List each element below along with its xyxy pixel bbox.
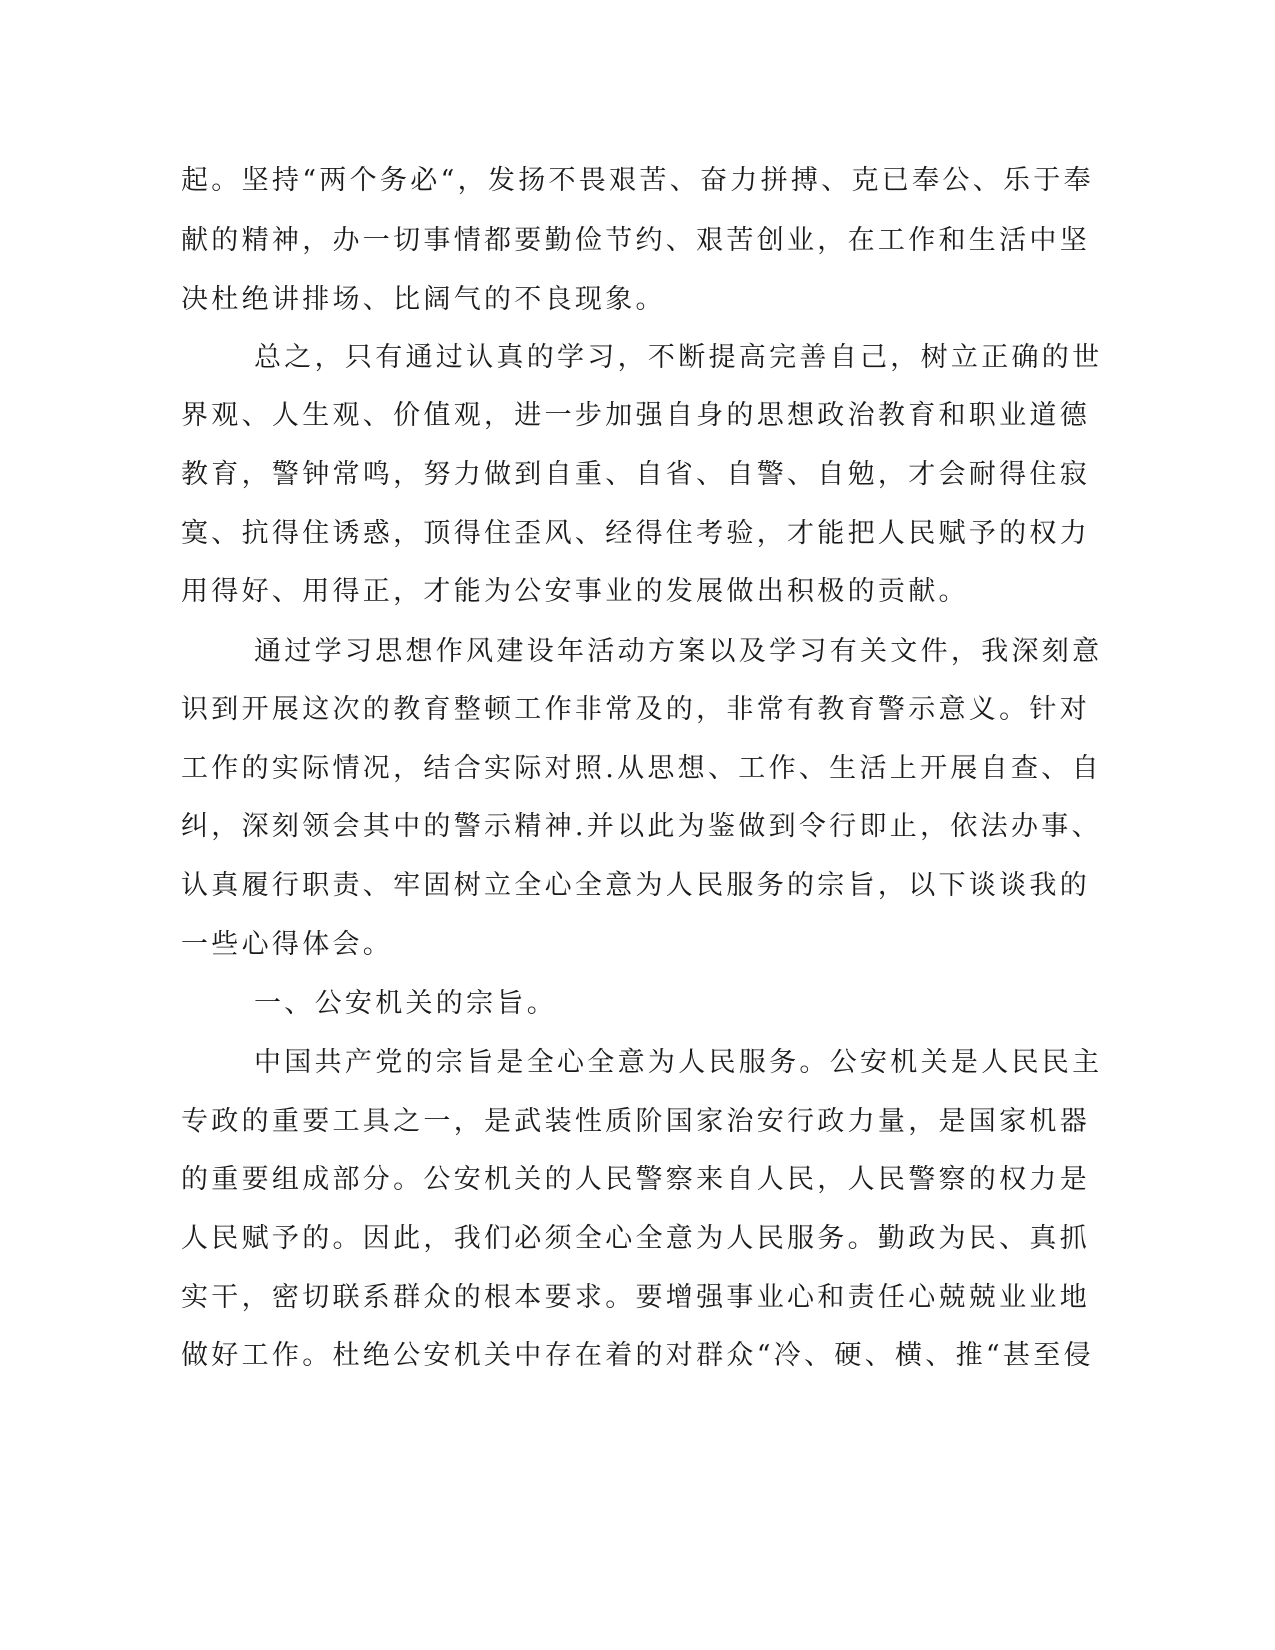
text-line: 的重要组成部分。公安机关的人民警察来自人民，人民警察的权力是 — [181, 1164, 1090, 1195]
text-line: 献的精神，办一切事情都要勤俭节约、艰苦创业，在工作和生活中坚 — [181, 225, 1090, 256]
text-line: 寞、抗得住诱惑，顶得住歪风、经得住考验，才能把人民赋予的权力 — [181, 518, 1090, 549]
text-line: 界观、人生观、价值观，进一步加强自身的思想政治教育和职业道德 — [181, 400, 1090, 431]
paragraph-first-line: 总之，只有通过认真的学习，不断提高完善自己，树立正确的世 — [254, 342, 1103, 373]
text-line: 认真履行职责、牢固树立全心全意为人民服务的宗旨，以下谈谈我的 — [181, 870, 1090, 901]
text-line: 教育，警钟常鸣，努力做到自重、自省、自警、自勉，才会耐得住寂 — [181, 459, 1090, 490]
text-line: 纠，深刻领会其中的警示精神.并以此为鉴做到令行即止，依法办事、 — [181, 811, 1102, 842]
text-line: 一些心得体会。 — [181, 929, 394, 960]
text-line: 工作的实际情况，结合实际对照.从思想、工作、生活上开展自查、自 — [181, 753, 1102, 784]
text-line: 专政的重要工具之一，是武装性质阶国家治安行政力量，是国家机器 — [181, 1106, 1090, 1137]
paragraph-first-line: 中国共产党的宗旨是全心全意为人民服务。公安机关是人民民主 — [254, 1047, 1103, 1078]
text-line: 起。坚持“两个务必“，发扬不畏艰苦、奋力拼搏、克已奉公、乐于奉 — [181, 165, 1094, 196]
section-heading: 一、公安机关的宗旨。 — [254, 988, 557, 1019]
text-line: 决杜绝讲排场、比阔气的不良现象。 — [181, 284, 666, 315]
paragraph-first-line: 通过学习思想作风建设年活动方案以及学习有关文件，我深刻意 — [254, 636, 1103, 667]
text-line: 用得好、用得正，才能为公安事业的发展做出积极的贡献。 — [181, 576, 969, 607]
text-line: 实干，密切联系群众的根本要求。要增强事业心和责任心兢兢业业地 — [181, 1282, 1090, 1313]
text-line: 做好工作。杜绝公安机关中存在着的对群众“冷、硬、横、推“甚至侵 — [181, 1340, 1094, 1371]
text-line: 识到开展这次的教育整顿工作非常及的，非常有教育警示意义。针对 — [181, 694, 1090, 725]
text-line: 人民赋予的。因此，我们必须全心全意为人民服务。勤政为民、真抓 — [181, 1223, 1090, 1254]
